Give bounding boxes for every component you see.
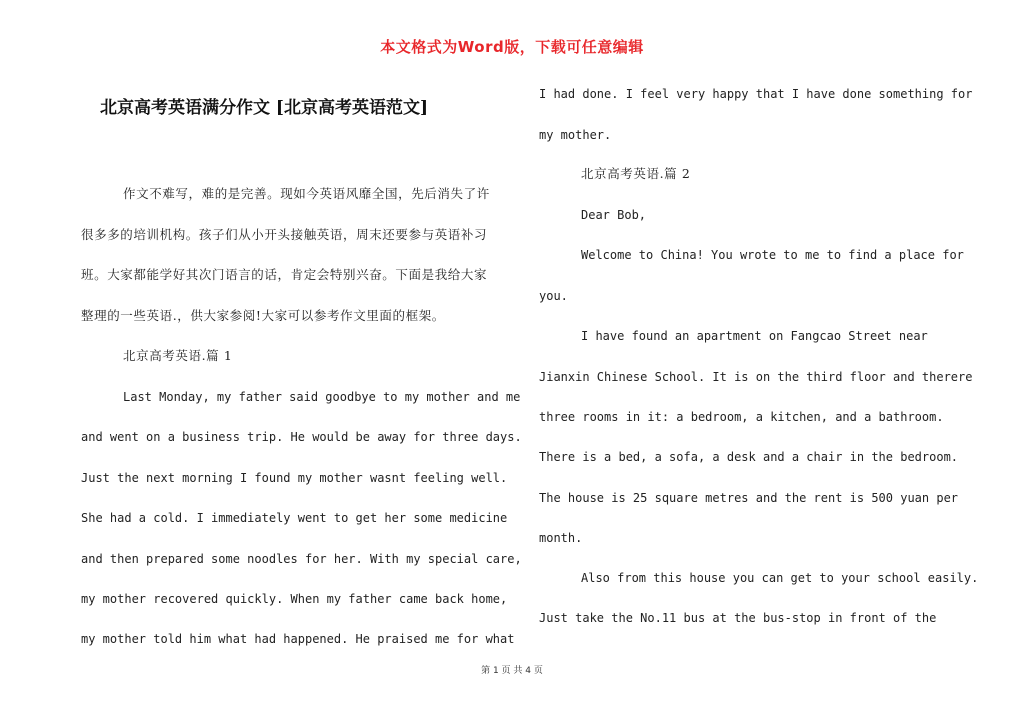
- section-heading-1: 北京高考英语.篇 1: [123, 348, 233, 363]
- essay1-line: and went on a business trip. He would be away for three days.: [81, 430, 522, 444]
- word-format-banner: 本文格式为Word版，下载可任意编辑: [380, 38, 644, 56]
- essay2-line: I have found an apartment on Fangcao Street near: [581, 329, 928, 343]
- essay2-line: Jianxin Chinese School. It is on the third floor and therere: [539, 370, 973, 384]
- essay2-line: Just take the No.11 bus at the bus-stop in front of the: [539, 611, 937, 625]
- intro-line: 作文不难写，难的是完善。现如今英语风靡全国，先后消失了许: [123, 186, 490, 201]
- essay1-line: and then prepared some noodles for her. With my special care,: [81, 552, 522, 566]
- letter-salutation: Dear Bob,: [581, 208, 647, 222]
- essay1-line: I had done. I feel very happy that I have done something for: [539, 87, 973, 101]
- page-number: 第 1 页 共 4 页: [481, 666, 543, 676]
- essay1-line: She had a cold. I immediately went to get her some medicine: [81, 511, 508, 525]
- essay2-line: three rooms in it: a bedroom, a kitchen, and a bathroom.: [539, 410, 944, 424]
- essay1-line: my mother told him what had happened. He praised me for what: [81, 632, 515, 646]
- essay2-line: Welcome to China! You wrote to me to find a place for: [581, 248, 964, 262]
- essay2-line: you.: [539, 289, 568, 303]
- essay1-line: Just the next morning I found my mother wasnt feeling well.: [81, 471, 508, 485]
- essay2-line: Also from this house you can get to your school easily.: [581, 571, 979, 585]
- intro-line: 整理的一些英语.，供大家参阅!大家可以参考作文里面的框架。: [81, 308, 445, 323]
- essay1-line: my mother.: [539, 128, 612, 142]
- intro-line: 很多多的培训机构。孩子们从小开头接触英语，周末还要参与英语补习: [81, 227, 488, 242]
- essay1-line: Last Monday, my father said goodbye to my mother and me: [123, 390, 521, 404]
- essay1-line: my mother recovered quickly. When my father came back home,: [81, 592, 508, 606]
- essay2-line: There is a bed, a sofa, a desk and a chair in the bedroom.: [539, 450, 959, 464]
- section-heading-2: 北京高考英语.篇 2: [581, 166, 691, 181]
- essay2-line: month.: [539, 531, 583, 545]
- essay2-line: The house is 25 square metres and the rent is 500 yuan per: [539, 491, 959, 505]
- document-title: 北京高考英语满分作文 [北京高考英语范文]: [100, 98, 429, 118]
- intro-line: 班。大家都能学好其次门语言的话，肯定会特别兴奋。下面是我给大家: [81, 267, 488, 282]
